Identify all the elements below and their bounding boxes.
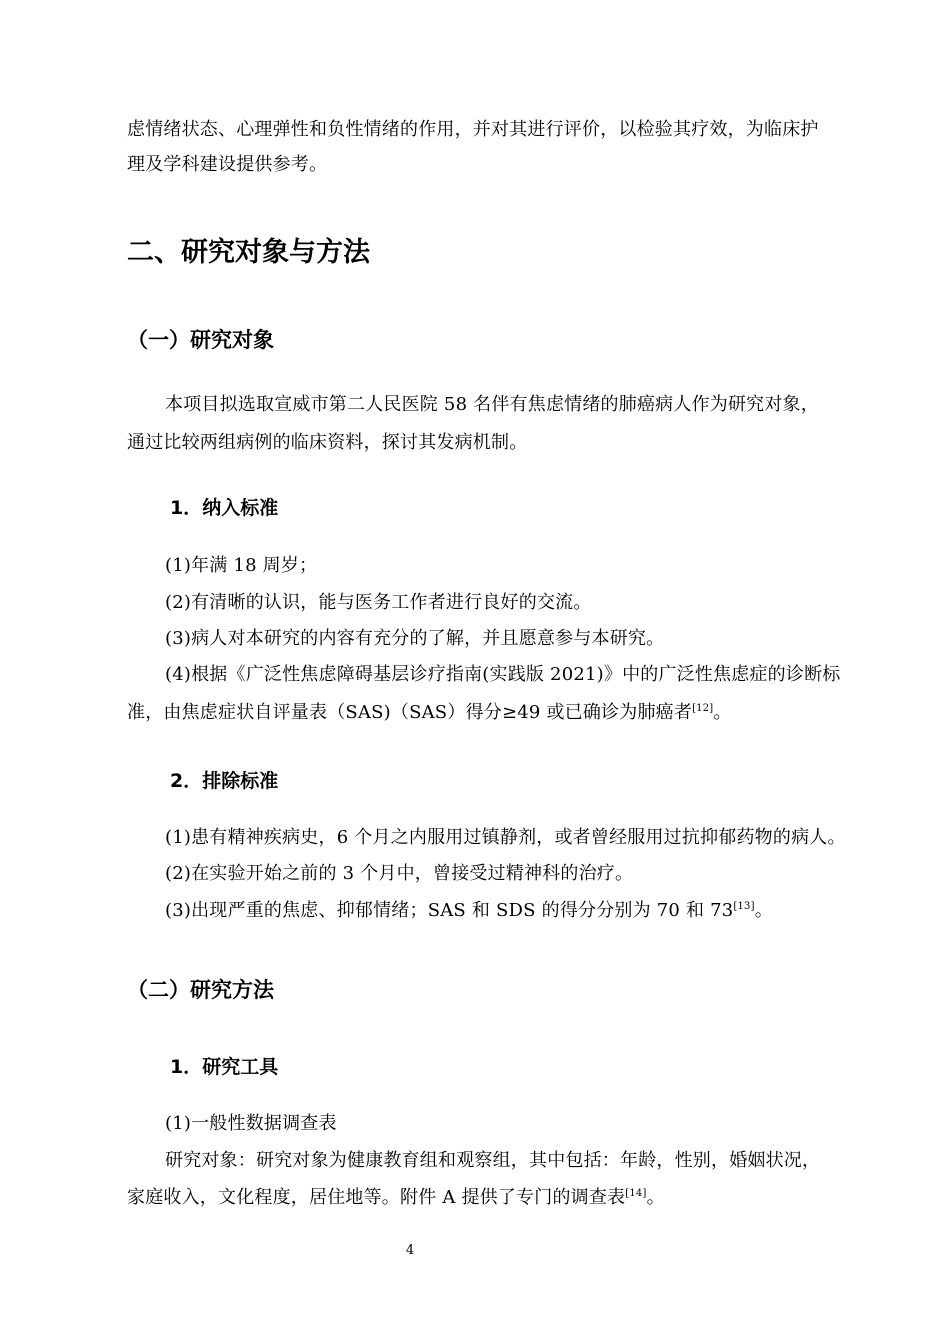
inclusion-item-3: (3)病人对本研究的内容有充分的了解，并且愿意参与本研究。 bbox=[165, 628, 665, 649]
tools-item-1: (1)一般性数据调查表 bbox=[165, 1113, 337, 1134]
tools-paragraph-text: 家庭收入，文化程度，居住地等。附件 A 提供了专门的调查表 bbox=[127, 1187, 626, 1208]
exclusion-item-2: (2)在实验开始之前的 3 个月中，曾接受过精神科的治疗。 bbox=[165, 863, 634, 884]
inclusion-item-2: (2)有清晰的认识，能与医务工作者进行良好的交流。 bbox=[165, 592, 592, 613]
tools-paragraph-line-1: 研究对象：研究对象为健康教育组和观察组，其中包括：年龄，性别，婚姻状况， bbox=[165, 1150, 821, 1171]
subjects-paragraph-line-1: 本项目拟选取宣威市第二人民医院 58 名伴有焦虑情绪的肺癌病人作为研究对象， bbox=[165, 394, 819, 415]
inclusion-item-1: (1)年满 18 周岁； bbox=[165, 555, 318, 576]
exclusion-item-1: (1)患有精神疾病史，6 个月之内服用过镇静剂，或者曾经服用过抗抑郁药物的病人。 bbox=[165, 827, 846, 848]
tools-paragraph-end: 。 bbox=[646, 1187, 665, 1208]
page-number: 4 bbox=[405, 1243, 415, 1258]
subsection-heading-subjects: （一）研究对象 bbox=[127, 328, 274, 352]
inclusion-criteria-heading: 1．纳入标准 bbox=[170, 497, 279, 519]
exclusion-item-3-text: (3)出现严重的焦虑、抑郁情绪；SAS 和 SDS 的得分分别为 70 和 73 bbox=[165, 900, 734, 921]
exclusion-item-3 bbox=[165, 898, 773, 924]
subjects-paragraph-line-2: 通过比较两组病例的临床资料，探讨其发病机制。 bbox=[127, 432, 528, 453]
intro-line-1: 虑情绪状态、心理弹性和负性情绪的作用，并对其进行评价，以检验其疗效，为临床护 bbox=[127, 119, 819, 140]
citation-ref-13: [13] bbox=[733, 901, 755, 912]
tools-paragraph-line-2 bbox=[127, 1185, 665, 1211]
exclusion-item-3-end: 。 bbox=[754, 900, 773, 921]
exclusion-criteria-heading: 2．排除标准 bbox=[170, 770, 279, 792]
inclusion-item-4-text: 准，由焦虑症状自评量表（SAS)（SAS）得分≥49 或已确诊为肺癌者 bbox=[127, 702, 693, 723]
inclusion-item-4-line-1: (4)根据《广泛性焦虑障碍基层诊疗指南(实践版 2021)》中的广泛性焦虑症的诊断标 bbox=[165, 664, 841, 685]
section-heading-methods: 二、研究对象与方法 bbox=[127, 237, 370, 268]
subsection-heading-methods: （二）研究方法 bbox=[127, 978, 274, 1002]
citation-ref-12: [12] bbox=[692, 703, 714, 714]
citation-ref-14: [14] bbox=[625, 1188, 647, 1199]
intro-line-2: 理及学科建设提供参考。 bbox=[127, 154, 328, 175]
inclusion-item-4-line-2 bbox=[127, 700, 732, 726]
research-tools-heading: 1．研究工具 bbox=[170, 1056, 279, 1078]
inclusion-item-4-end: 。 bbox=[713, 702, 732, 723]
